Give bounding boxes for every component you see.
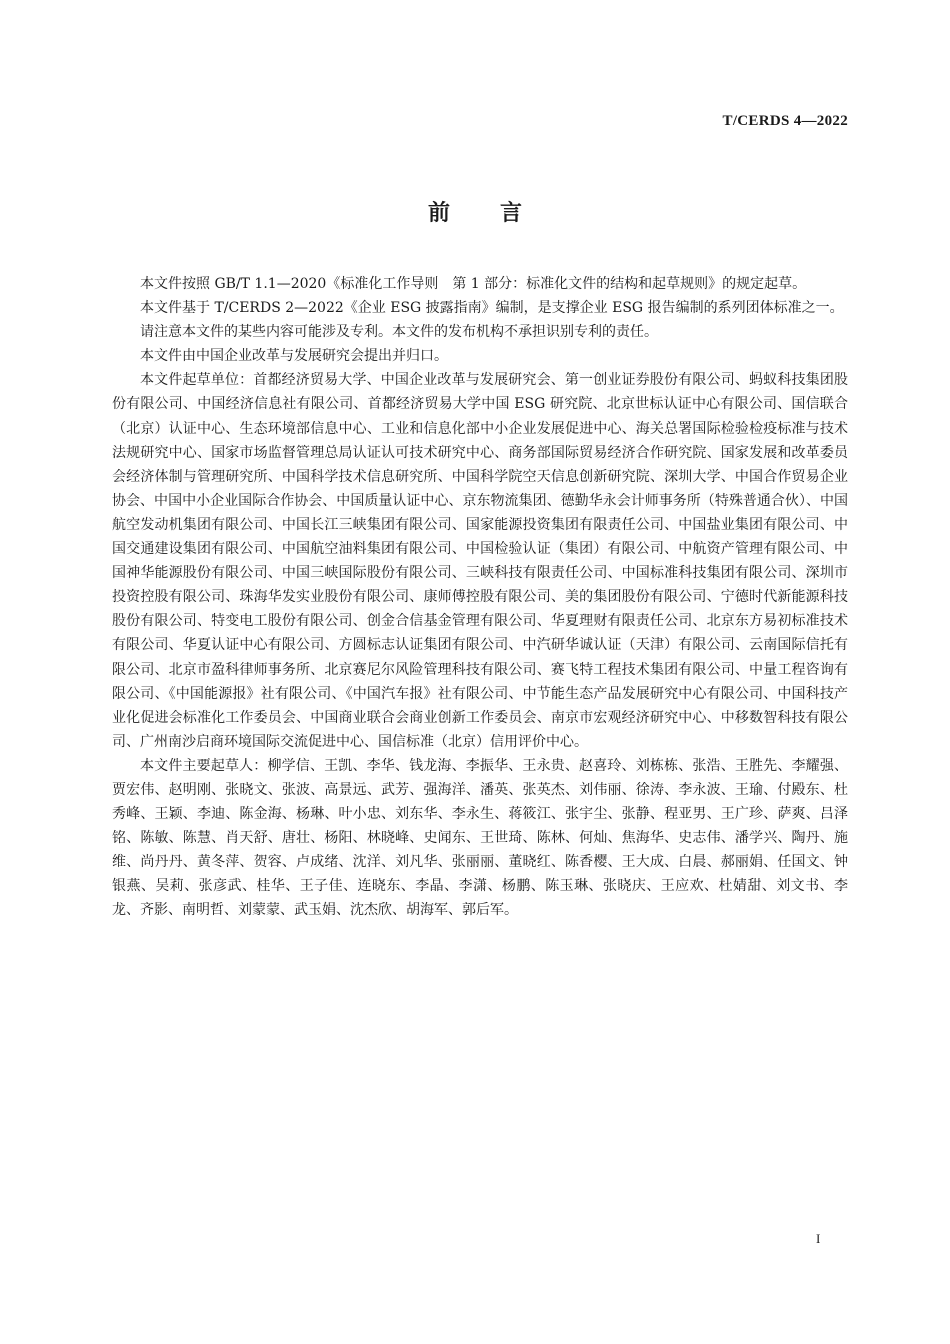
paragraph-drafting-rules: 本文件按照 GB/T 1.1—2020《标准化工作导则 第 1 部分：标准化文件的结构和起草规则》的规定起草。 bbox=[140, 276, 807, 292]
paragraph-drafters: 本文件主要起草人：柳学信、王凯、李华、钱龙海、李振华、王永贵、赵喜玲、刘栋栋、张浩、王胜先、李耀强、贾宏伟、赵明刚、张晓文、张波、高景远、武芳、强海洋、潘英、张英杰、刘伟丽、徐涛、李永波、王瑜、付殿东、杜秀峰、王颖、李迪、陈金海、杨琳、叶小忠、刘东华、李永生、蒋筱江、张宇尘、张静、程亚男、王广珍、萨爽、吕泽铭、陈敏、陈慧、肖天舒、唐壮、杨阳、林晓峰、史闻东、王世琦、陈林、何灿、焦海华、史志伟、潘学兴、陶丹、施维、尚丹丹、黄冬萍、贺容、卢成绪、沈洋、刘凡华、张丽丽、董晓红、陈香樱、王大成、白晨、郝丽娟、任国文、钟银燕、吴莉、张彦武、桂华、王子佳、连晓东、李晶、李潇、杨鹏、陈玉琳、张晓庆、王应欢、杜婧甜、刘文书、李龙、齐影、南明哲、刘蒙蒙、武玉娟、沈杰欣、胡海军、郭后军。 bbox=[112, 757, 848, 919]
foreword-body bbox=[112, 272, 848, 923]
document-code: T/CERDS 4—2022 bbox=[722, 113, 848, 129]
page-title: 前言 bbox=[427, 201, 572, 226]
paragraph-basis: 本文件基于 T/CERDS 2—2022《企业 ESG 披露指南》编制，是支撑企业 ESG 报告编制的系列团体标准之一。 bbox=[140, 300, 844, 317]
paragraph-drafting-units: 本文件起草单位：首都经济贸易大学、中国企业改革与发展研究会、第一创业证券股份有限公司、蚂蚁科技集团股份有限公司、中国经济信息社有限公司、首都经济贸易大学中国 ESG 研究院、北京世标认证中心有限公司、国信联合（北京）认证中心、生态环境部信息中心、工业和信息化部中小企业发展促进中心、海关总署国际检验检疫标准与技术法规研究中心、国家市场监督管理总局认证认可技术研究中心、商务部国际贸易经济合作研究院、国家发展和改革委员会经济体制与管理研究所、中国科学技术信息研究所、中国科学院空天信息创新研究院、深圳大学、中国合作贸易企业协会、中国中小企业国际合作协会、中国质量认证中心、京东物流集团、德勤华永会计师事务所（特殊普通合伙）、中国航空发动机集团有限公司、中国长江三峡集团有限公司、国家能源投资集团有限责任公司、中国盐业集团有限公司、中国交通建设集团有限公司、中国航空油料集团有限公司、中国检验认证（集团）有限公司、中航资产管理有限公司、中国神华能源股份有限公司、中国三峡国际股份有限公司、三峡科技有限责任公司、中国标准科技集团有限公司、深圳市投资控股有限公司、珠海华发实业股份有限公司、康师傅控股有限公司、美的集团股份有限公司、宁德时代新能源科技股份有限公司、特变电工股份有限公司、创金合信基金管理有限公司、华夏理财有限责任公司、北京东方易初标准技术有限公司、华夏认证中心有限公司、方圆标志认证集团有限公司、中汽研华诚认证（天津）有限公司、云南国际信托有限公司、北京市盈科律师事务所、北京赛尼尔风险管理科技有限公司、赛飞特工程技术集团有限公司、中量工程咨询有限公司、《中国能源报》社有限公司、《中国汽车报》社有限公司、中节能生态产品发展研究中心有限公司、中国科技产业化促进会标准化工作委员会、中国商业联合会商业创新工作委员会、南京市宏观经济研究中心、中移数智科技有限公司、广州南沙启商环境国际交流促进中心、国信标准（北京）信用评价中心。 bbox=[112, 372, 848, 750]
paragraph-patent-notice: 请注意本文件的某些内容可能涉及专利。本文件的发布机构不承担识别专利的责任。 bbox=[140, 324, 658, 341]
paragraph-proposer: 本文件由中国企业改革与发展研究会提出并归口。 bbox=[140, 348, 448, 365]
page-number: I bbox=[816, 1231, 821, 1246]
